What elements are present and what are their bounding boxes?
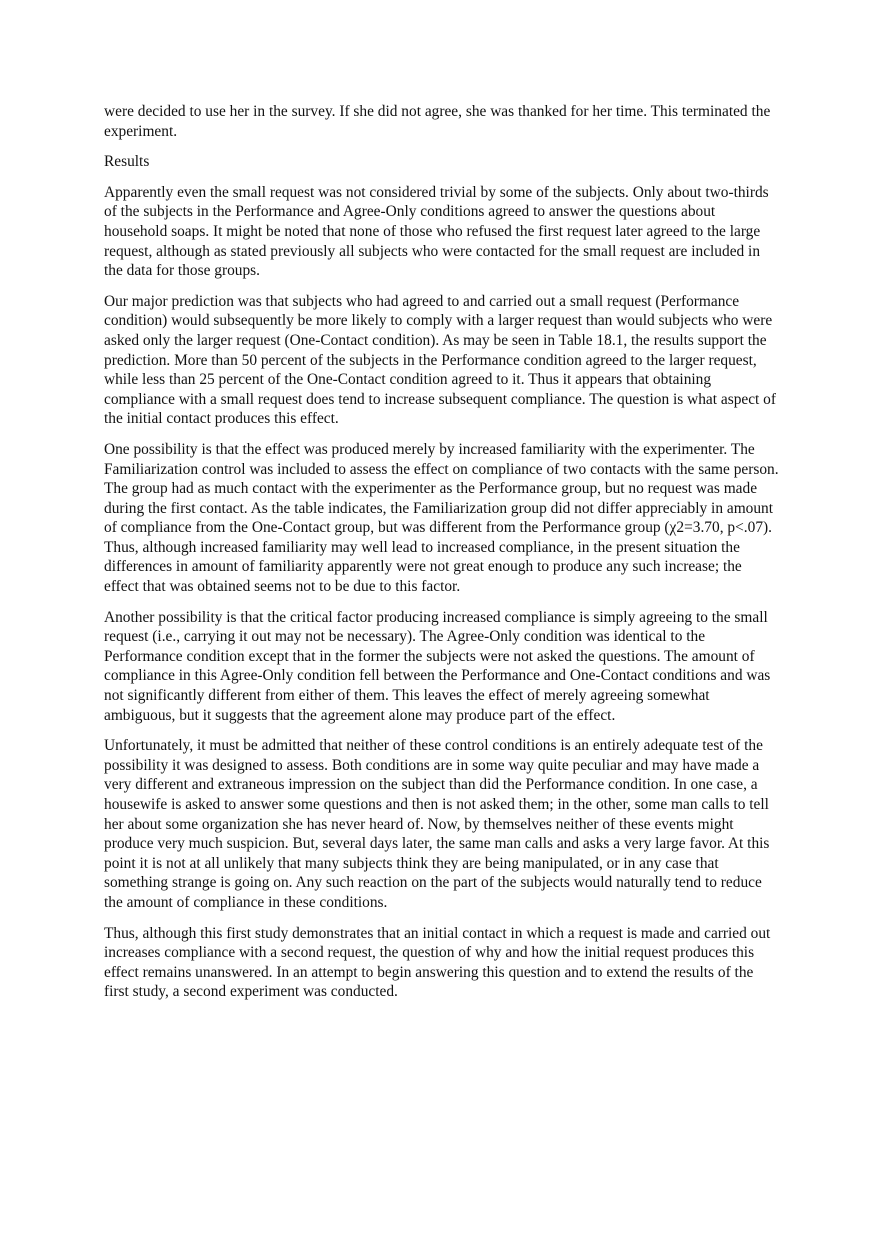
paragraph-agree-only: Another possibility is that the critical factor producing increased compliance is simply agreeing to the small request (i.e., carrying it out may not be necessary). The Agree-Only condition was identical to the Performance condition except that in the former the subjects were not asked the questions. The amount of compliance in this Agree-Only condition fell between the Performance and One-Contact conditions and was not significantly different from either of them. This leaves the effect of merely agreeing somewhat ambiguous, but it suggests that the agreement alone may produce part of the effect. [104,608,771,724]
paragraph-control-conditions: Unfortunately, it must be admitted that neither of these control conditions is an entirely adequate test of the possibility it was designed to assess. Both conditions are in some way quite peculiar and may have made a very different and extraneous impression on the subject than did the Performance condition. In one case, a housewife is asked to answer some questions and then is not asked them; in the other, some man calls to tell her about some organization she has never heard of. Now, by themselves neither of these events might produce very much suspicion. But, several days later, the same man calls and asks a very large favor. At this point it is not at all unlikely that many subjects think they are being manipulated, or in any case that something strange is going on. Any such reaction on the part of the subjects would naturally tend to reduce the amount of compliance in these conditions. [104,737,770,911]
section-heading-results: Results [104,153,150,171]
paragraph-major-prediction: Our major prediction was that subjects who had agreed to and carried out a small request (Performance condition) would subsequently be more likely to comply with a larger request than would subjects who were asked only the larger request (One-Contact condition). As may be seen in Table 18.1, the results support the prediction. More than 50 percent of the subjects in the Performance condition agreed to the larger request, while less than 25 percent of the One-Contact condition agreed to it. Thus it appears that obtaining compliance with a small request does tend to increase subsequent compliance. The question is what aspect of the initial contact produces this effect. [104,292,777,428]
paragraph-intro-continuation: were decided to use her in the survey. If she did not agree, she was thanked for her time. This terminated the experiment. [104,103,771,140]
document-page [104,102,780,1013]
paragraph-familiarity: One possibility is that the effect was produced merely by increased familiarity with the experimenter. The Familiarization control was included to assess the effect on compliance of two contacts with the same person. The group had as much contact with the experimenter as the Performance group, but no request was made during the first contact. As the table indicates, the Familiarization group did not differ appreciably in amount of compliance from the One-Contact group, but was different from the Performance group (χ2=3.70, p<.07). Thus, although increased familiarity may well lead to increased compliance, in the present situation the differences in amount of familiarity apparently were not great enough to produce any such increase; the effect that was obtained seems not to be due to this factor. [104,440,779,596]
paragraph-small-request: Apparently even the small request was not considered trivial by some of the subjects. Only about two-thirds of the subjects in the Performance and Agree-Only conditions agreed to answer the questions about household soaps. It might be noted that none of those who refused the first request later agreed to the large request, although as stated previously all subjects who were contacted for the small request are included in the data for those groups. [104,183,769,280]
paragraph-conclusion: Thus, although this first study demonstrates that an initial contact in which a request is made and carried out increases compliance with a second request, the question of why and how the initial request produces this effect remains unanswered. In an attempt to begin answering this question and to extend the results of the first study, a second experiment was conducted. [104,924,771,1001]
